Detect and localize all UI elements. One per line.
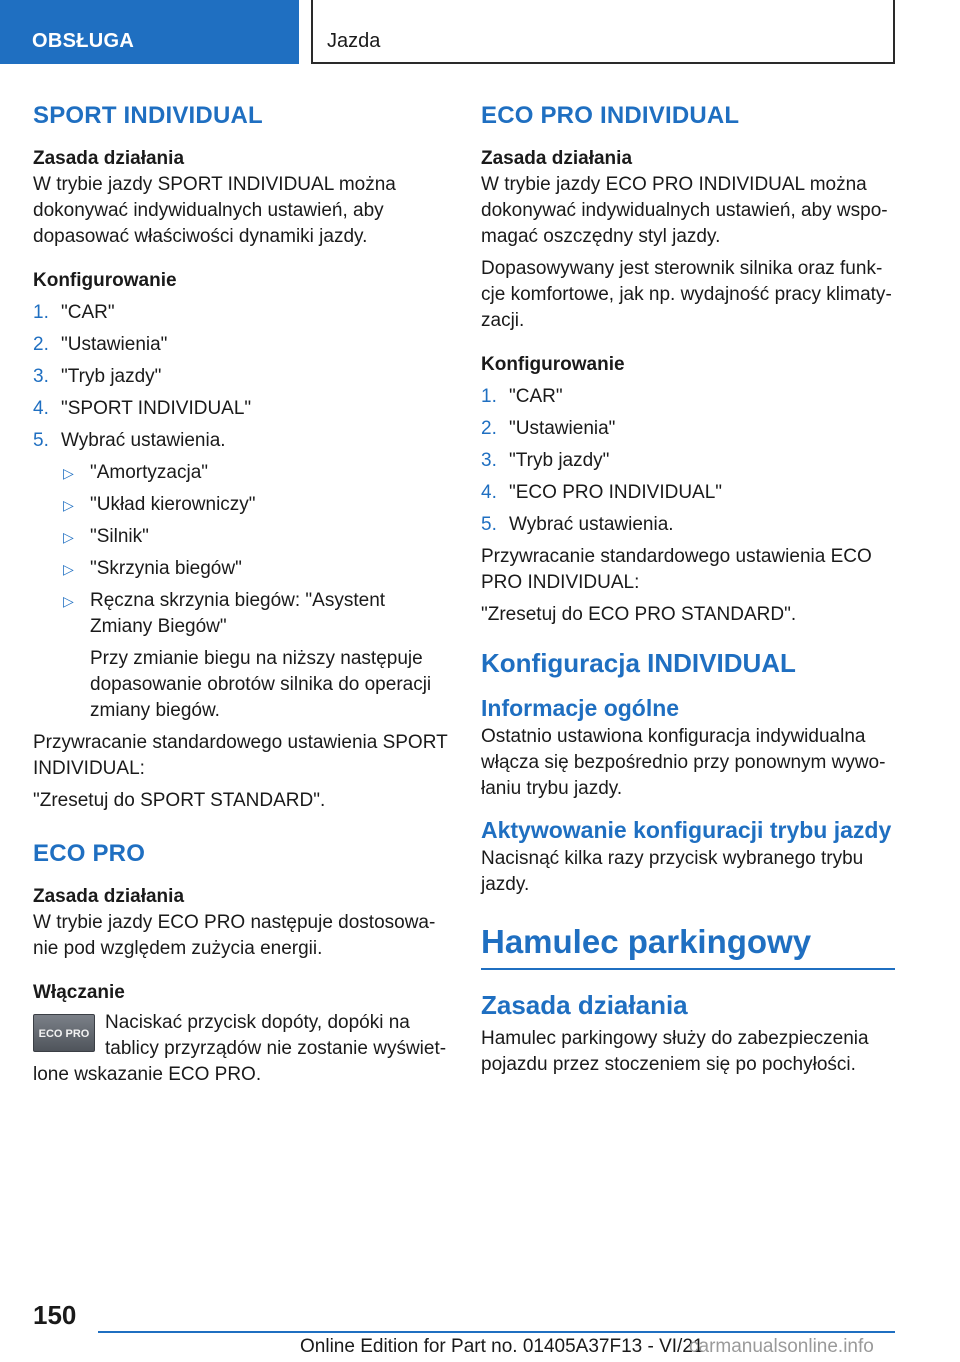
step-text: "SPORT INDIVIDUAL" [61, 398, 252, 419]
list-item [33, 556, 448, 582]
substep-text: "Skrzynia biegów" [90, 558, 242, 579]
eco-ind-reset-command: "Zresetuj do ECO PRO STANDARD". [481, 604, 797, 625]
eco-switch-title: Włączanie [33, 982, 125, 1003]
step-text: Wybrać ustawienia. [509, 514, 674, 535]
eco-principle-text: W trybie jazdy ECO PRO następuje dostosowanie pod względem zużycia energii. [33, 912, 436, 959]
parking-brake-title: Hamulec parkingowy [481, 922, 895, 970]
step-text: "Tryb jazdy" [61, 366, 162, 387]
step-number: 1. [481, 386, 497, 407]
triangle-bullet-icon: ▷ [63, 561, 74, 577]
substep-text: "Układ kierowniczy" [90, 494, 256, 515]
config-individual-title: Konfiguracja INDIVIDUAL [481, 648, 796, 678]
substep-text: "Silnik" [90, 526, 149, 547]
parking-principle-text: Hamulec parkingowy służy do zabezpieczenia pojazdu przez stoczeniem się po pochyłości. [481, 1028, 869, 1075]
step-text: "Ustawienia" [61, 334, 168, 355]
step-text: "ECO PRO INDIVIDUAL" [509, 482, 723, 503]
triangle-bullet-icon: ▷ [63, 465, 74, 481]
triangle-bullet-icon: ▷ [63, 593, 74, 609]
sport-steps-list [33, 300, 448, 454]
list-item [481, 448, 895, 474]
step-text: "CAR" [61, 302, 115, 323]
list-item [33, 396, 448, 422]
eco-ind-config-title: Konfigurowanie [481, 354, 625, 375]
step-text: "Ustawienia" [509, 418, 616, 439]
right-column [481, 100, 895, 1078]
page-number: 150 [33, 1300, 77, 1330]
footer-divider [98, 1331, 895, 1333]
sport-individual-title: SPORT INDIVIDUAL [33, 102, 263, 129]
substep-text: Ręczna skrzynia biegów: "Asystent Zmiany Biegów" [90, 590, 386, 637]
step-number: 3. [33, 366, 49, 387]
triangle-bullet-icon: ▷ [63, 497, 74, 513]
step-number: 1. [33, 302, 49, 323]
list-item [481, 480, 895, 506]
eco-ind-reset-text: Przywracanie standardowego ustawienia ECO PRO INDIVIDUAL: [481, 546, 872, 593]
section-tab: OBSŁUGA [0, 0, 299, 64]
eco-pro-button-icon: ECO PRO [33, 1014, 95, 1052]
step-number: 5. [33, 430, 49, 451]
sport-principle-text: W trybie jazdy SPORT INDIVIDUAL można dokonywać indywidualnych ustawień, aby dopasować właściwości dynamiki jazdy. [33, 174, 396, 247]
step-number: 3. [481, 450, 497, 471]
sport-principle-title: Zasada działania [33, 148, 185, 169]
list-item [33, 364, 448, 390]
list-item [33, 460, 448, 486]
list-item [33, 588, 448, 640]
substep-text: "Amortyzacja" [90, 462, 209, 483]
activate-config-text: Nacisnąć kilka razy przycisk wybranego trybu jazdy. [481, 848, 864, 895]
eco-individual-title: ECO PRO INDIVIDUAL [481, 102, 740, 129]
edition-text: Online Edition for Part no. 01405A37F13 - VI/21 [300, 1336, 704, 1357]
step-number: 4. [33, 398, 49, 419]
eco-principle-title: Zasada działania [33, 886, 185, 907]
list-item [33, 300, 448, 326]
chapter-title: Jazda [311, 0, 895, 64]
eco-ind-principle-text: W trybie jazdy ECO PRO INDIVIDUAL można dokonywać indywidualnych ustawień, aby wspomagać oszczędny styl jazdy. [481, 174, 888, 247]
step-number: 5. [481, 514, 497, 535]
substep-note: Przy zmianie biegu na niższy następuje dopasowanie obrotów silnika do operacji zmiany biegów. [90, 648, 432, 721]
sport-reset-command: "Zresetuj do SPORT STANDARD". [33, 790, 326, 811]
eco-ind-principle-title: Zasada działania [481, 148, 633, 169]
eco-ind-principle-text-2: Dopasowywany jest sterownik silnika oraz funkcje komfortowe, jak np. wydajność pracy klimatyzacji. [481, 258, 892, 331]
triangle-bullet-icon: ▷ [63, 529, 74, 545]
step-text: "Tryb jazdy" [509, 450, 610, 471]
eco-ind-steps-list [481, 384, 895, 538]
step-number: 4. [481, 482, 497, 503]
step-text: "CAR" [509, 386, 563, 407]
general-info-title: Informacje ogólne [481, 695, 680, 721]
step-number: 2. [481, 418, 497, 439]
parking-principle-title: Zasada działania [481, 990, 688, 1020]
watermark: carmanualsonline.info [689, 1336, 874, 1357]
sport-config-title: Konfigurowanie [33, 270, 177, 291]
sport-substeps-list [33, 460, 448, 640]
eco-pro-title: ECO PRO [33, 840, 146, 867]
sport-reset-text: Przywracanie standardowego ustawienia SPORT INDIVIDUAL: [33, 732, 448, 779]
list-item [481, 384, 895, 410]
activate-config-title: Aktywowanie konfiguracji trybu jazdy [481, 817, 892, 843]
left-column [33, 100, 448, 1088]
list-item [33, 332, 448, 358]
eco-switch-text: Naciskać przycisk dopóty, dopóki na tablicy przyrządów nie zostanie wyświetlone wskazanie ECO PRO. [33, 1012, 447, 1085]
list-item [33, 492, 448, 518]
general-info-text: Ostatnio ustawiona konfiguracja indywidualna włącza się bezpośrednio przy ponownym wywołaniu trybu jazdy. [481, 726, 886, 799]
list-item [481, 416, 895, 442]
step-text: Wybrać ustawienia. [61, 430, 226, 451]
list-item [481, 512, 895, 538]
list-item [33, 428, 448, 454]
list-item [33, 524, 448, 550]
step-number: 2. [33, 334, 49, 355]
